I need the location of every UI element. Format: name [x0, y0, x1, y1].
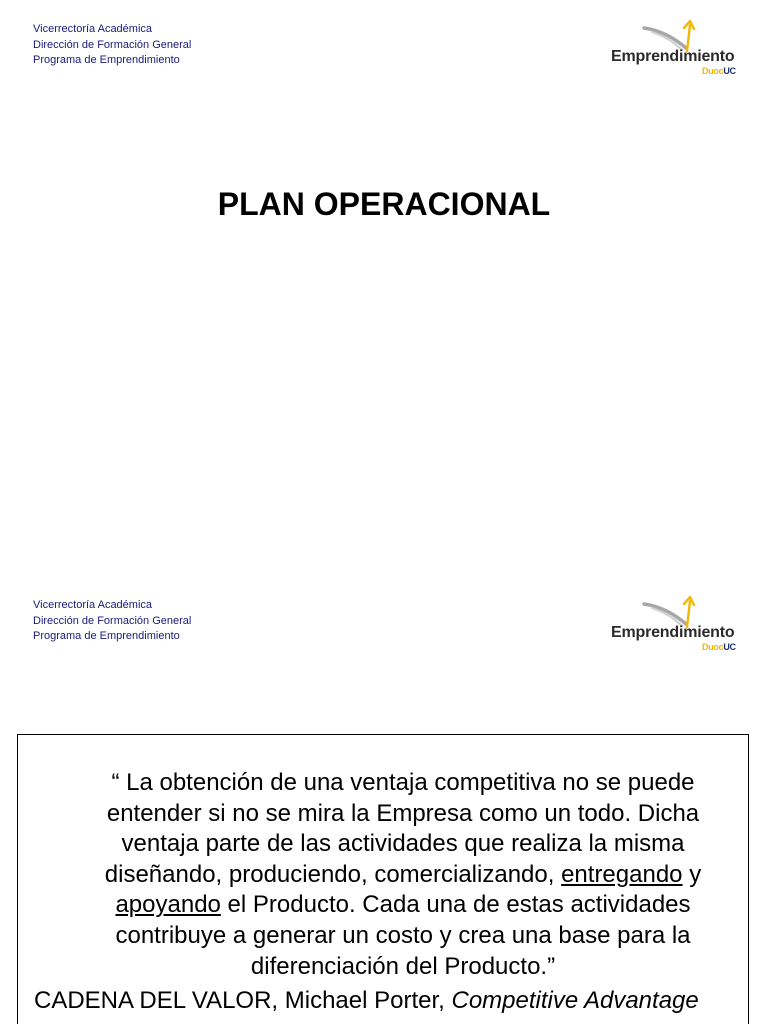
- header-line-2: Dirección de Formación General: [33, 38, 192, 51]
- logo-wordmark: Emprendimiento: [611, 624, 735, 641]
- quote-underlined-entregando: entregando: [561, 860, 683, 888]
- logo-duoc: Duoc: [702, 66, 724, 76]
- slide-title: PLAN OPERACIONAL: [217, 186, 551, 222]
- logo-uc: UC: [723, 66, 736, 76]
- quote-part-1: “ La obtención de una ventaja competitiva no se puede entender si no se mira la Empresa como un todo. Dicha ventaja parte de las actividades que realiza la misma diseñando, produciendo, comercializando,: [104, 769, 700, 888]
- quote-part-2: y: [682, 860, 702, 888]
- logo-wordmark: Emprendimiento: [611, 48, 735, 65]
- citation-book-title: Competitive Advantage: [451, 987, 699, 1014]
- header-line-2: Dirección de Formación General: [33, 614, 192, 627]
- institution-header: [33, 22, 191, 69]
- header-line-1: Vicerrectoría Académica: [33, 23, 153, 35]
- header-line-1: Vicerrectoría Académica: [33, 599, 153, 611]
- logo-duoc: Duoc: [702, 642, 724, 652]
- slide-2: [0, 576, 768, 1024]
- emprendimiento-logo: [608, 594, 748, 656]
- quote-citation: [34, 987, 699, 1015]
- logo-duoc-uc: [702, 66, 736, 76]
- logo-uc: UC: [723, 642, 736, 652]
- emprendimiento-logo: [608, 18, 748, 80]
- quote-underlined-apoyando: apoyando: [115, 891, 221, 919]
- quote-part-3: el Producto. Cada una de estas actividades contribuye a generar un costo y crea una base para la diferenciación del Producto.”: [115, 891, 691, 980]
- quote-box: [17, 734, 749, 1024]
- citation-prefix: CADENA DEL VALOR, Michael Porter,: [34, 987, 452, 1014]
- logo-duoc-uc: [702, 642, 736, 652]
- institution-header: [33, 598, 191, 645]
- header-line-3: Programa de Emprendimiento: [33, 54, 180, 67]
- porter-quote: [78, 768, 728, 982]
- header-line-3: Programa de Emprendimiento: [33, 630, 180, 643]
